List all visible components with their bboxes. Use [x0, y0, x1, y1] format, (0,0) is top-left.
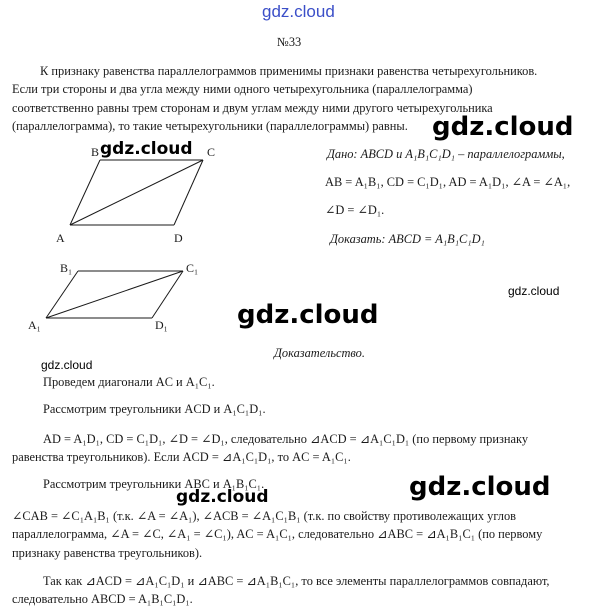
watermark-1: gdz.cloud	[432, 112, 574, 142]
proof-line-6: ∠CAB = ∠C₁A₁B₁ (т.к. ∠A = ∠A₁), ∠ACB = ∠A₁C₁B₁ (т.к. по свойству противолежащих углов	[12, 509, 516, 523]
prove-statement: Доказать: ABCD = A₁B₁C₁D₁	[330, 232, 485, 246]
vertex-label-a1: A₁	[28, 318, 41, 332]
diagonal-a1c1	[46, 271, 183, 318]
vertex-label-d1: D₁	[155, 318, 168, 332]
watermark-4: gdz.cloud	[237, 300, 379, 330]
proof-line-9: Так как ⊿ACD = ⊿A₁C₁D₁ и ⊿ABC = ⊿A₁B₁C₁, то все элементы параллелограммов совпадают,	[43, 574, 550, 588]
intro-line-4: (параллелограмма), то такие четырехугольники (параллелограммы) равны.	[12, 119, 408, 133]
parallelogram-abcd	[70, 160, 203, 225]
proof-line-1: Проведем диагонали AC и A₁C₁.	[43, 375, 215, 389]
watermark-6: gdz.cloud	[176, 487, 269, 507]
watermark-5: gdz.cloud	[41, 358, 93, 372]
watermark-3: gdz.cloud	[508, 284, 560, 298]
exercise-number: №33	[277, 35, 302, 49]
proof-line-7: параллелограмма, ∠A = ∠C, ∠A₁ = ∠C₁), AC = A₁C₁, следовательно ⊿ABC = ⊿A₁B₁C₁ (по первому	[12, 527, 543, 541]
vertex-label-d: D	[174, 231, 183, 245]
intro-line-3: соответственно равны трем сторонам и двум углам между ними другого четырехугольника	[12, 101, 493, 115]
parallelogram-a1b1c1d1	[46, 271, 183, 318]
given-line-1: Дано: ABCD и A₁B₁C₁D₁ – параллелограммы,	[327, 147, 565, 161]
vertex-label-c1: C₁	[186, 261, 199, 275]
given-line-3: ∠D = ∠D₁.	[325, 203, 385, 217]
watermark-2: gdz.cloud	[100, 139, 193, 159]
intro-line-1: К признаку равенства параллелограммов применимы признаки равенства четырехугольников.	[40, 64, 538, 78]
proof-title: Доказательство.	[274, 346, 365, 360]
vertex-label-b: B	[91, 145, 100, 159]
proof-line-5: Рассмотрим треугольники ABC и A₁B₁C₁.	[43, 477, 265, 491]
watermark-7: gdz.cloud	[409, 472, 551, 502]
top-watermark-link[interactable]: gdz.cloud	[262, 2, 335, 21]
given-line-2: AB = A₁B₁, CD = C₁D₁, AD = A₁D₁, ∠A = ∠A₁,	[325, 175, 571, 189]
vertex-label-b1: B₁	[60, 261, 73, 275]
proof-line-2: Рассмотрим треугольники ACD и A₁C₁D₁.	[43, 402, 266, 416]
proof-line-4: равенства треугольников). Если ACD = ⊿A₁C₁D₁, то AC = A₁C₁.	[12, 450, 351, 464]
diagonal-ac	[70, 160, 203, 225]
proof-line-10: следовательно ABCD = A₁B₁C₁D₁.	[12, 592, 193, 606]
intro-line-2: Если три стороны и два угла между ними одного четырехугольника (параллелограмма)	[12, 82, 473, 96]
proof-line-3: AD = A₁D₁, CD = C₁D₁, ∠D = ∠D₁, следовательно ⊿ACD = ⊿A₁C₁D₁ (по первому признаку	[43, 432, 529, 446]
proof-line-8: признаку равенства треугольников).	[12, 546, 203, 560]
vertex-label-a: A	[56, 231, 65, 245]
vertex-label-c: C	[207, 145, 216, 159]
